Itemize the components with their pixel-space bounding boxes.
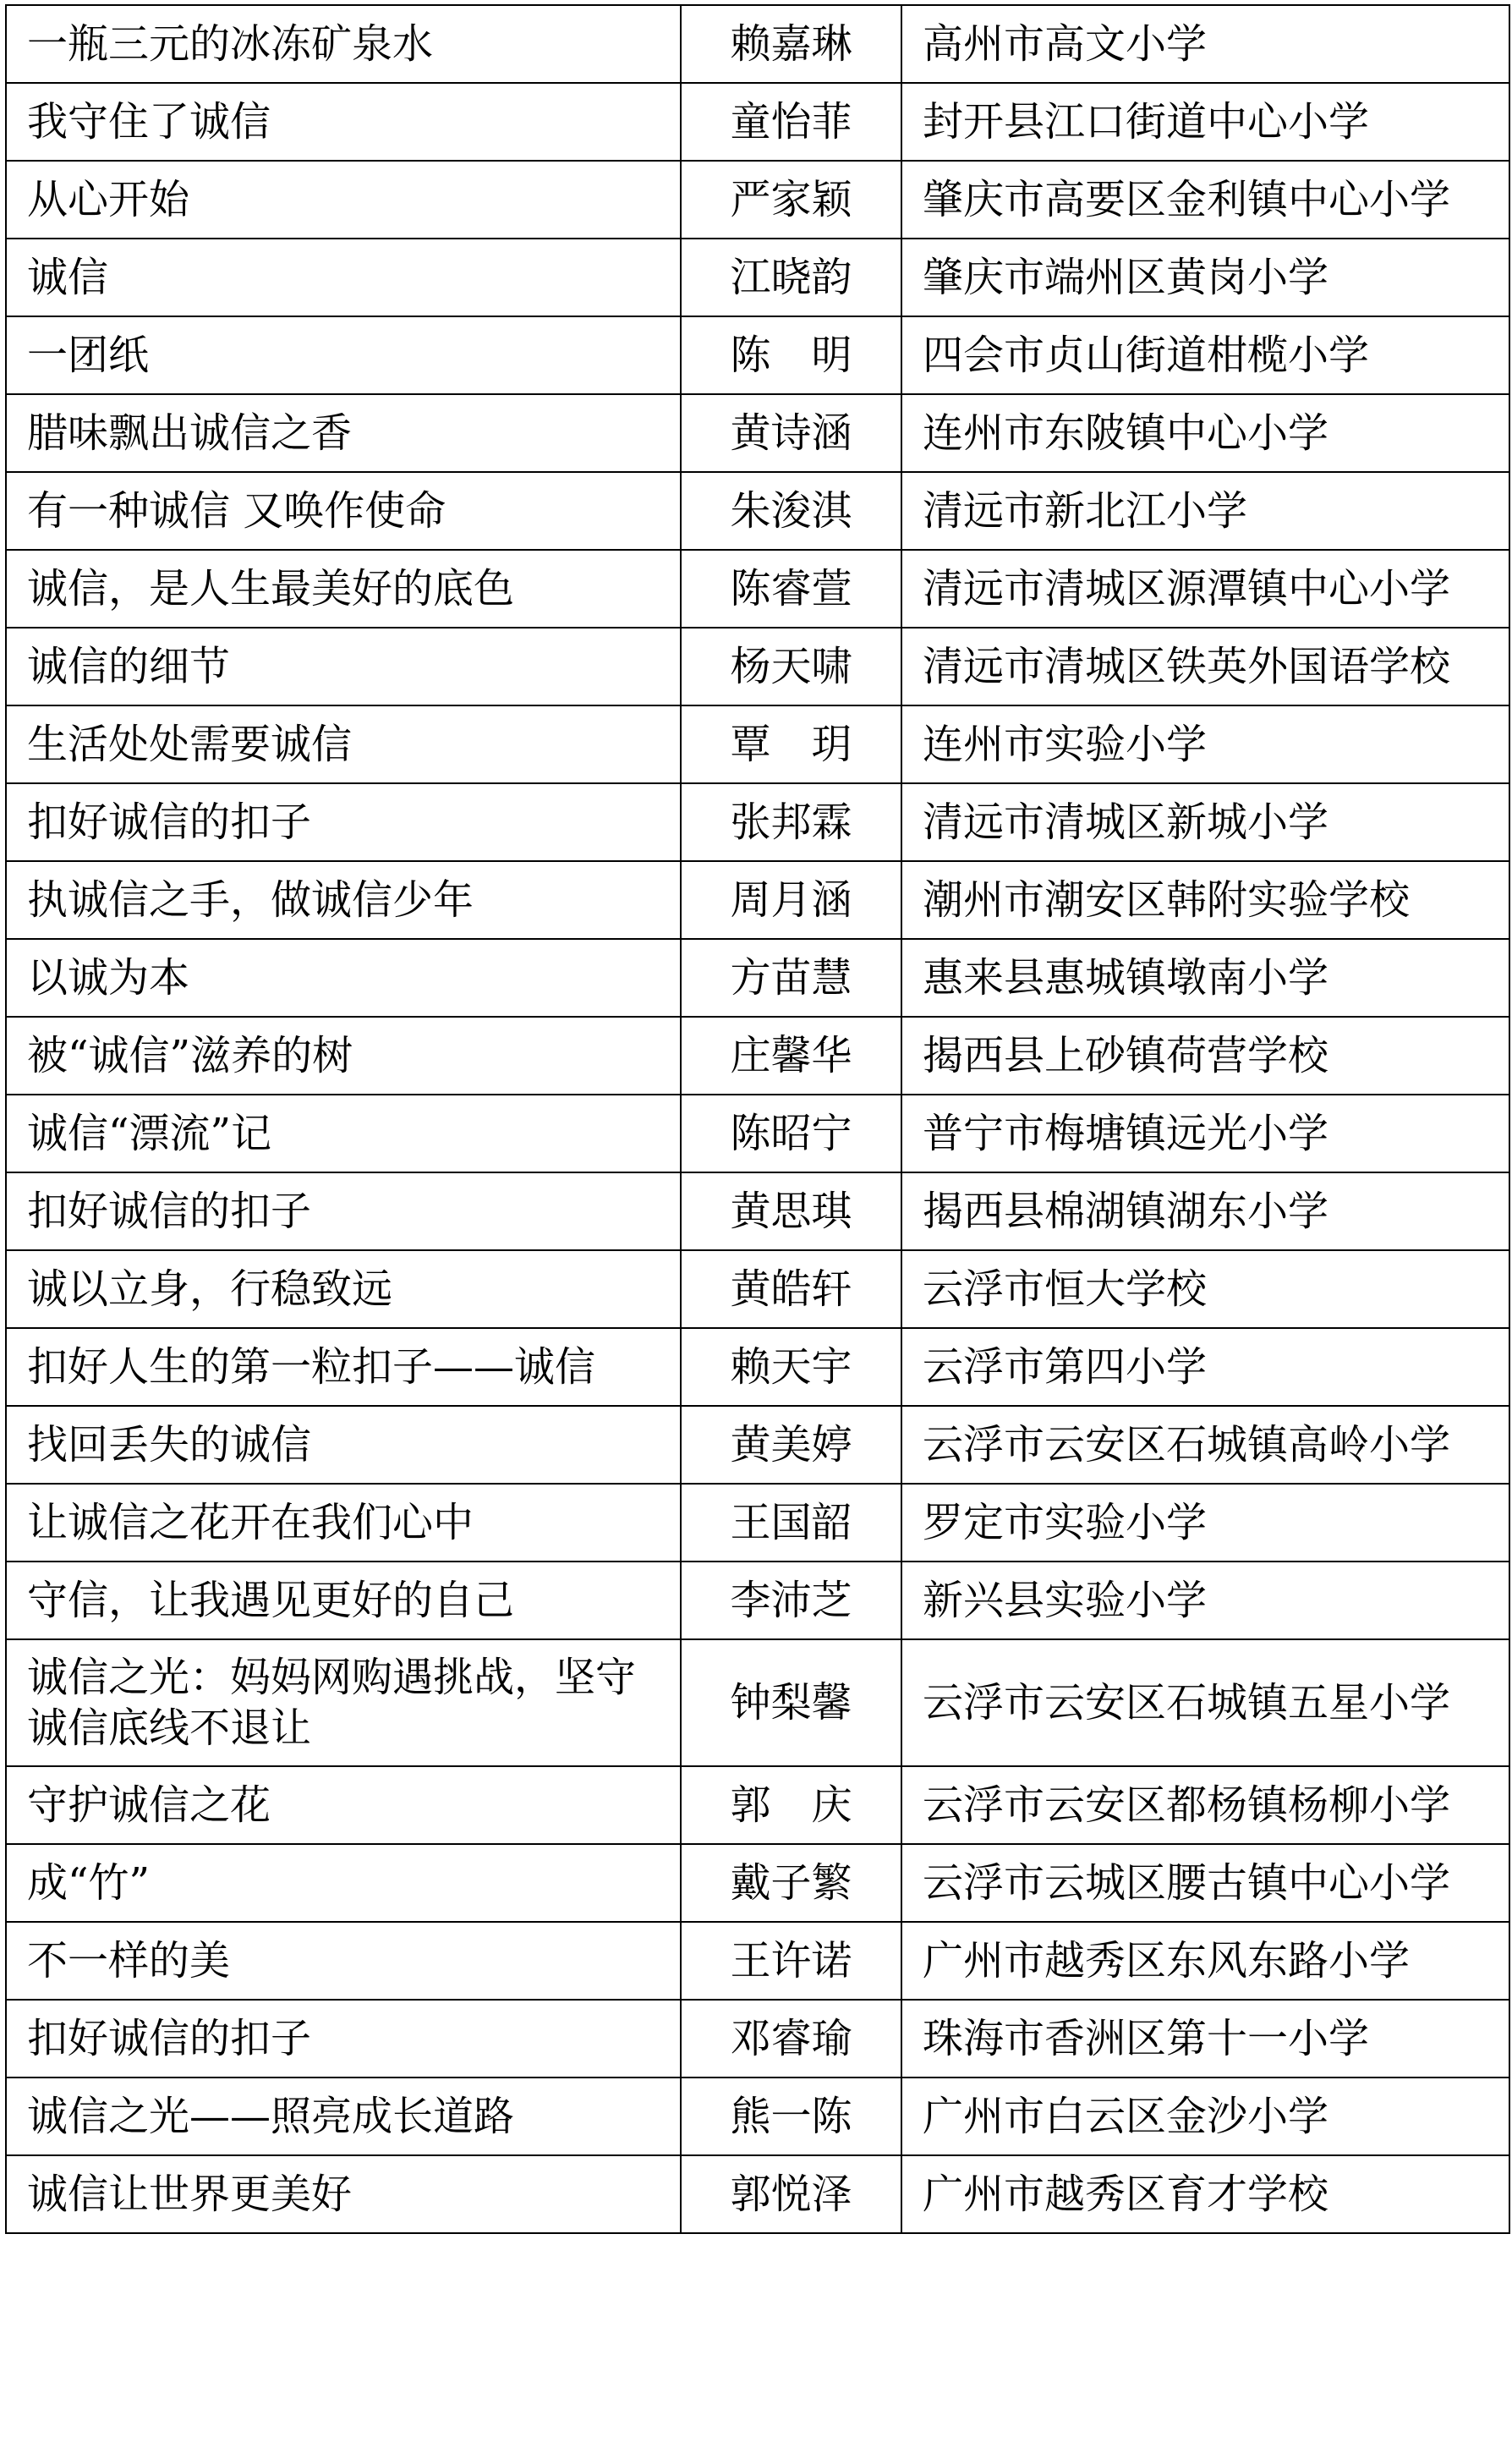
table-row <box>6 5 1509 83</box>
essay-title-cell: 有一种诚信 又唤作使命 <box>6 472 681 550</box>
essay-title-cell: 诚信之光：妈妈网购遇挑战，坚守诚信底线不退让 <box>6 1639 681 1766</box>
table-row <box>6 1172 1509 1250</box>
table-row <box>6 783 1509 861</box>
table-row <box>6 1484 1509 1562</box>
essay-title-cell: 以诚为本 <box>6 939 681 1017</box>
author-name-cell: 严家颖 <box>681 161 901 239</box>
school-name-cell: 清远市清城区新城小学 <box>901 783 1509 861</box>
school-name-cell: 高州市高文小学 <box>901 5 1509 83</box>
author-name-cell: 陈睿萱 <box>681 550 901 628</box>
table-row <box>6 705 1509 783</box>
school-name-cell: 云浮市云安区石城镇高岭小学 <box>901 1406 1509 1484</box>
author-name-cell: 张邦霖 <box>681 783 901 861</box>
author-name-cell: 熊一陈 <box>681 2078 901 2155</box>
author-name-cell: 郭悦泽 <box>681 2155 901 2233</box>
author-name-cell: 赖嘉琳 <box>681 5 901 83</box>
essay-title-cell: 腊味飘出诚信之香 <box>6 394 681 472</box>
table-row <box>6 550 1509 628</box>
author-name-cell: 黄美婷 <box>681 1406 901 1484</box>
table-row <box>6 1922 1509 2000</box>
essay-title-cell: 扣好诚信的扣子 <box>6 2000 681 2078</box>
school-name-cell: 惠来县惠城镇墩南小学 <box>901 939 1509 1017</box>
essay-title-cell: 守护诚信之花 <box>6 1766 681 1844</box>
author-name-cell: 陈昭宁 <box>681 1095 901 1172</box>
essay-title-cell: 扣好诚信的扣子 <box>6 1172 681 1250</box>
author-name-cell: 邓睿瑜 <box>681 2000 901 2078</box>
author-name-cell: 戴子繁 <box>681 1844 901 1922</box>
table-row <box>6 1844 1509 1922</box>
essay-title-cell: 一团纸 <box>6 316 681 394</box>
school-name-cell: 云浮市云安区都杨镇杨柳小学 <box>901 1766 1509 1844</box>
essay-title-cell: 被“诚信”滋养的树 <box>6 1017 681 1095</box>
award-list-table <box>5 4 1510 2234</box>
author-name-cell: 黄思琪 <box>681 1172 901 1250</box>
author-name-cell: 王国韶 <box>681 1484 901 1562</box>
school-name-cell: 封开县江口街道中心小学 <box>901 83 1509 161</box>
author-name-cell: 钟梨馨 <box>681 1639 901 1766</box>
school-name-cell: 云浮市云安区石城镇五星小学 <box>901 1639 1509 1766</box>
school-name-cell: 普宁市梅塘镇远光小学 <box>901 1095 1509 1172</box>
table-row <box>6 861 1509 939</box>
table-row <box>6 1250 1509 1328</box>
essay-title-cell: 诚信，是人生最美好的底色 <box>6 550 681 628</box>
author-name-cell: 郭 庆 <box>681 1766 901 1844</box>
school-name-cell: 新兴县实验小学 <box>901 1562 1509 1639</box>
school-name-cell: 清远市清城区铁英外国语学校 <box>901 628 1509 705</box>
essay-title-cell: 诚信之光——照亮成长道路 <box>6 2078 681 2155</box>
table-row <box>6 1328 1509 1406</box>
author-name-cell: 赖天宇 <box>681 1328 901 1406</box>
table-row <box>6 1095 1509 1172</box>
author-name-cell: 方苗慧 <box>681 939 901 1017</box>
table-row <box>6 1406 1509 1484</box>
school-name-cell: 清远市新北江小学 <box>901 472 1509 550</box>
essay-title-cell: 守信，让我遇见更好的自己 <box>6 1562 681 1639</box>
school-name-cell: 广州市越秀区育才学校 <box>901 2155 1509 2233</box>
author-name-cell: 黄皓轩 <box>681 1250 901 1328</box>
table-row <box>6 1766 1509 1844</box>
table-row <box>6 394 1509 472</box>
author-name-cell: 朱浚淇 <box>681 472 901 550</box>
author-name-cell: 黄诗涵 <box>681 394 901 472</box>
school-name-cell: 云浮市云城区腰古镇中心小学 <box>901 1844 1509 1922</box>
essay-title-cell: 从心开始 <box>6 161 681 239</box>
table-row <box>6 316 1509 394</box>
author-name-cell: 王许诺 <box>681 1922 901 2000</box>
award-list-body <box>6 5 1509 2233</box>
school-name-cell: 肇庆市端州区黄岗小学 <box>901 239 1509 316</box>
table-row <box>6 1017 1509 1095</box>
essay-title-cell: 不一样的美 <box>6 1922 681 2000</box>
essay-title-cell: 生活处处需要诚信 <box>6 705 681 783</box>
table-row <box>6 1562 1509 1639</box>
school-name-cell: 清远市清城区源潭镇中心小学 <box>901 550 1509 628</box>
school-name-cell: 潮州市潮安区韩附实验学校 <box>901 861 1509 939</box>
school-name-cell: 肇庆市高要区金利镇中心小学 <box>901 161 1509 239</box>
school-name-cell: 广州市越秀区东风东路小学 <box>901 1922 1509 2000</box>
school-name-cell: 揭西县上砂镇荷营学校 <box>901 1017 1509 1095</box>
school-name-cell: 云浮市第四小学 <box>901 1328 1509 1406</box>
table-row <box>6 939 1509 1017</box>
table-row <box>6 1639 1509 1766</box>
essay-title-cell: 诚信 <box>6 239 681 316</box>
school-name-cell: 珠海市香洲区第十一小学 <box>901 2000 1509 2078</box>
author-name-cell: 李沛芝 <box>681 1562 901 1639</box>
table-row <box>6 161 1509 239</box>
table-row <box>6 2155 1509 2233</box>
essay-title-cell: 诚信的细节 <box>6 628 681 705</box>
essay-title-cell: 成“竹” <box>6 1844 681 1922</box>
essay-title-cell: 诚信“漂流”记 <box>6 1095 681 1172</box>
essay-title-cell: 让诚信之花开在我们心中 <box>6 1484 681 1562</box>
essay-title-cell: 找回丢失的诚信 <box>6 1406 681 1484</box>
essay-title-cell: 扣好人生的第一粒扣子——诚信 <box>6 1328 681 1406</box>
table-row <box>6 628 1509 705</box>
author-name-cell: 江晓韵 <box>681 239 901 316</box>
author-name-cell: 周月涵 <box>681 861 901 939</box>
table-row <box>6 472 1509 550</box>
essay-title-cell: 执诚信之手，做诚信少年 <box>6 861 681 939</box>
essay-title-cell: 一瓶三元的冰冻矿泉水 <box>6 5 681 83</box>
school-name-cell: 广州市白云区金沙小学 <box>901 2078 1509 2155</box>
essay-title-cell: 扣好诚信的扣子 <box>6 783 681 861</box>
essay-title-cell: 诚信让世界更美好 <box>6 2155 681 2233</box>
author-name-cell: 陈 明 <box>681 316 901 394</box>
table-row <box>6 2000 1509 2078</box>
author-name-cell: 庄馨华 <box>681 1017 901 1095</box>
author-name-cell: 童怡菲 <box>681 83 901 161</box>
essay-title-cell: 我守住了诚信 <box>6 83 681 161</box>
school-name-cell: 云浮市恒大学校 <box>901 1250 1509 1328</box>
author-name-cell: 杨天啸 <box>681 628 901 705</box>
table-row <box>6 2078 1509 2155</box>
school-name-cell: 罗定市实验小学 <box>901 1484 1509 1562</box>
table-row <box>6 83 1509 161</box>
author-name-cell: 覃 玥 <box>681 705 901 783</box>
school-name-cell: 揭西县棉湖镇湖东小学 <box>901 1172 1509 1250</box>
table-row <box>6 239 1509 316</box>
school-name-cell: 连州市实验小学 <box>901 705 1509 783</box>
essay-title-cell: 诚以立身，行稳致远 <box>6 1250 681 1328</box>
school-name-cell: 连州市东陂镇中心小学 <box>901 394 1509 472</box>
school-name-cell: 四会市贞山街道柑榄小学 <box>901 316 1509 394</box>
